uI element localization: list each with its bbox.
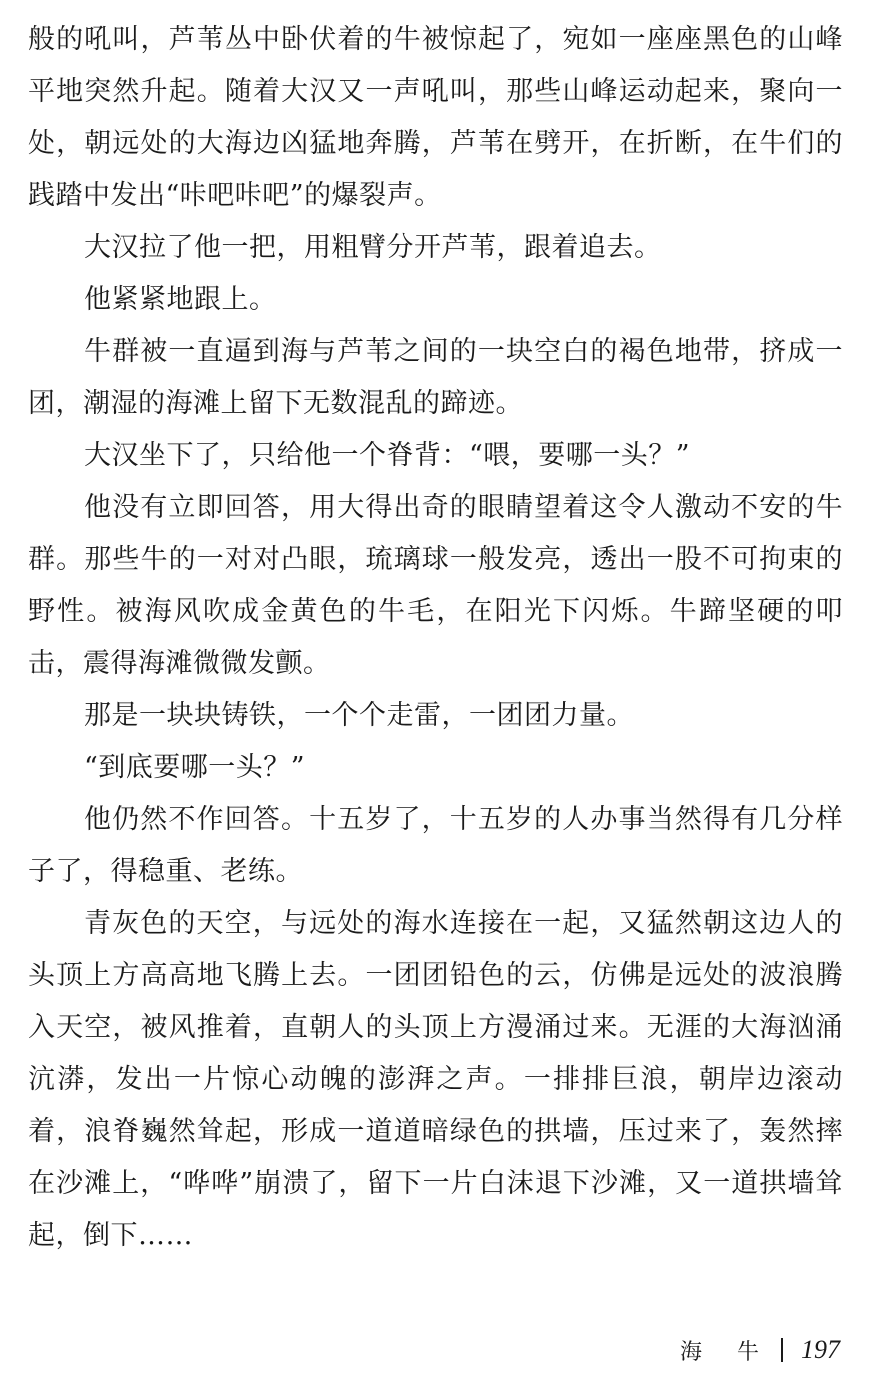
paragraph: “到底要哪一头？” [84,752,306,783]
paragraph-continued: 般的吼叫，芦苇丛中卧伏着的牛被惊起了，宛如一座座黑色的山峰平地突然升起。随着大汉又一声吼叫，那些山峰运动起来，聚向一处，朝远处的大海边凶猛地奔腾，芦苇在劈开，在折断，在牛们的践踏中发出“咔吧咔吧”的爆裂声。 [28,24,843,211]
paragraph: 大汉拉了他一把，用粗臂分开芦苇，跟着追去。 [84,232,662,263]
footer-divider [781,1338,783,1362]
paragraph: 牛群被一直逼到海与芦苇之间的一块空白的褐色地带，挤成一团，潮湿的海滩上留下无数混乱的蹄迹。 [28,336,843,419]
page-number: 197 [801,1335,840,1364]
body-text [28,14,843,1262]
paragraph: 大汉坐下了，只给他一个脊背：“喂，要哪一头？” [84,440,691,471]
paragraph: 那是一块块铸铁，一个个走雷，一团团力量。 [84,700,634,731]
paragraph: 青灰色的天空，与远处的海水连接在一起，又猛然朝这边人的头顶上方高高地飞腾上去。一团团铅色的云，仿佛是远处的波浪腾入天空，被风推着，直朝人的头顶上方漫涌过来。无涯的大海汹涌沆漭，发出一片惊心动魄的澎湃之声。一排排巨浪，朝岸边滚动着，浪脊巍然耸起，形成一道道暗绿色的拱墙，压过来了，轰然摔在沙滩上，“哗哗”崩溃了，留下一片白沫退下沙滩，又一道拱墙耸起，倒下…… [28,908,843,1251]
running-title: 海 牛 [680,1339,773,1365]
page-footer [680,1333,840,1367]
paragraph: 他仍然不作回答。十五岁了，十五岁的人办事当然得有几分样子了，得稳重、老练。 [28,804,843,887]
paragraph: 他紧紧地跟上。 [84,284,277,315]
paragraph: 他没有立即回答，用大得出奇的眼睛望着这令人激动不安的牛群。那些牛的一对对凸眼，琉璃球一般发亮，透出一股不可拘束的野性。被海风吹成金黄色的牛毛，在阳光下闪烁。牛蹄坚硬的叩击，震得海滩微微发颤。 [28,492,843,679]
